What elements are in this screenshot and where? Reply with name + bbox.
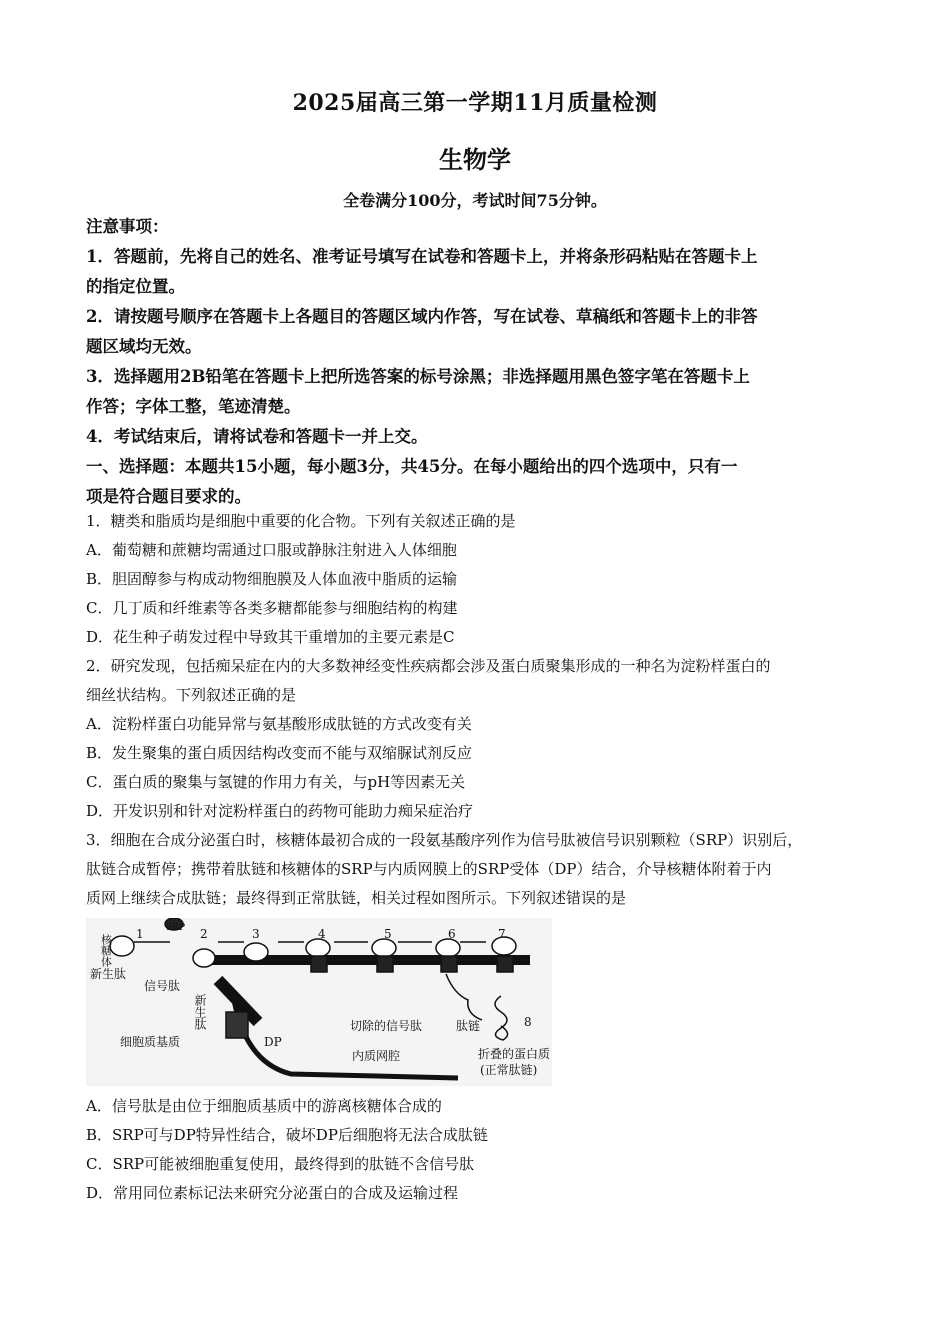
notice-section — [86, 212, 866, 512]
notice-item-2-cont: 题区域均无效。 — [86, 337, 202, 356]
notice-item-1: 1．答题前，先将自己的姓名、准考证号填写在试卷和答题卡上，并将条形码粘贴在答题卡上 — [86, 247, 758, 266]
question-2 — [86, 652, 866, 826]
label-folded-protein: 折叠的蛋白质 — [478, 1047, 551, 1061]
question-stem-cont: 肽链合成暂停；携带着肽链和核糖体的SRP与内质网膜上的SRP受体（DP）结合，介导核糖体附着于内 — [86, 860, 772, 878]
step-number-7: 7 — [498, 927, 506, 941]
label-normal-chain: (正常肽链) — [480, 1063, 538, 1077]
srp-pathway-diagram — [86, 918, 552, 1086]
option-d: D．开发识别和针对淀粉样蛋白的药物可能助力痴呆症治疗 — [86, 802, 474, 820]
step-number-4: 4 — [318, 927, 326, 941]
option-b: B．SRP可与DP特异性结合，破坏DP后细胞将无法合成肽链 — [86, 1126, 488, 1144]
notice-item-1-cont: 的指定位置。 — [86, 277, 185, 296]
step-number-2: 2 — [200, 927, 208, 941]
notice-item-3: 3．选择题用2B铅笔在答题卡上把所选答案的标号涂黑；非选择题用黑色签字笔在答题卡上 — [86, 367, 750, 386]
subject-title: 生物学 — [439, 145, 511, 174]
question-stem: 1．糖类和脂质均是细胞中重要的化合物。下列有关叙述正确的是 — [86, 512, 516, 530]
step-number-3: 3 — [252, 927, 260, 941]
label-srp: SRP — [166, 923, 185, 933]
step-number-8: 8 — [524, 1015, 532, 1029]
question-1 — [86, 507, 866, 652]
option-d: D．花生种子萌发过程中导致其干重增加的主要元素是C — [86, 628, 455, 646]
option-b: B．发生聚集的蛋白质因结构改变而不能与双缩脲试剂反应 — [86, 744, 473, 762]
label-er-lumen: 内质网腔 — [352, 1049, 401, 1063]
exam-info: 全卷满分100分，考试时间75分钟。 — [343, 191, 607, 210]
label-signal-peptide: 信号肽 — [144, 979, 181, 993]
option-b: B．胆固醇参与构成动物细胞膜及人体血液中脂质的运输 — [86, 570, 458, 588]
label-cut-signal-peptide: 切除的信号肽 — [350, 1019, 423, 1033]
label-cytoplasm: 细胞质基质 — [120, 1035, 181, 1049]
label-peptide-chain: 肽链 — [456, 1019, 481, 1033]
label-new-peptide-vertical: 新生肽 — [193, 994, 207, 1030]
option-c: C．蛋白质的聚集与氢键的作用力有关，与pH等因素无关 — [86, 773, 466, 791]
question-stem-cont: 细丝状结构。下列叙述正确的是 — [86, 686, 297, 704]
question-stem-cont: 质网上继续合成肽链；最终得到正常肽链，相关过程如图所示。下列叙述错误的是 — [86, 889, 627, 907]
option-a: A．淀粉样蛋白功能异常与氨基酸形成肽链的方式改变有关 — [86, 715, 472, 733]
step-number-6: 6 — [448, 927, 456, 941]
question-3-stem — [86, 826, 866, 913]
exam-title: 2025届高三第一学期11月质量检测 — [292, 90, 658, 116]
section-heading-cont: 项是符合题目要求的。 — [86, 487, 251, 506]
notice-item-4: 4．考试结束后，请将试卷和答题卡一并上交。 — [86, 427, 428, 446]
step-number-1: 1 — [136, 927, 144, 941]
label-new-peptide: 新生肽 — [90, 967, 127, 981]
notice-heading: 注意事项： — [86, 217, 169, 236]
option-c: C．SRP可能被细胞重复使用，最终得到的肽链不含信号肽 — [86, 1155, 475, 1173]
notice-item-2: 2．请按题号顺序在答题卡上各题目的答题区域内作答，写在试卷、草稿纸和答题卡上的非答 — [86, 307, 758, 326]
option-a: A．信号肽是由位于细胞质基质中的游离核糖体合成的 — [86, 1097, 442, 1115]
label-dp: DP — [264, 1035, 282, 1049]
option-c: C．几丁质和纤维素等各类多糖都能参与细胞结构的构建 — [86, 599, 458, 617]
section-heading: 一、选择题：本题共15小题，每小题3分，共45分。在每小题给出的四个选项中，只有一 — [86, 457, 738, 476]
question-stem: 2．研究发现，包括痴呆症在内的大多数神经变性疾病都会涉及蛋白质聚集形成的一种名为淀粉样蛋白的 — [86, 657, 771, 675]
label-ribosome-1: 核糖体 — [99, 934, 113, 967]
notice-item-3-cont: 作答；字体工整，笔迹清楚。 — [86, 397, 301, 416]
question-3-options — [86, 1092, 866, 1208]
question-stem: 3．细胞在合成分泌蛋白时，核糖体最初合成的一段氨基酸序列作为信号肽被信号识别颗粒（SRP）识别后， — [86, 831, 803, 849]
step-number-5: 5 — [384, 927, 392, 941]
option-d: D．常用同位素标记法来研究分泌蛋白的合成及运输过程 — [86, 1184, 459, 1202]
option-a: A．葡萄糖和蔗糖均需通过口服或静脉注射进入人体细胞 — [86, 541, 457, 559]
